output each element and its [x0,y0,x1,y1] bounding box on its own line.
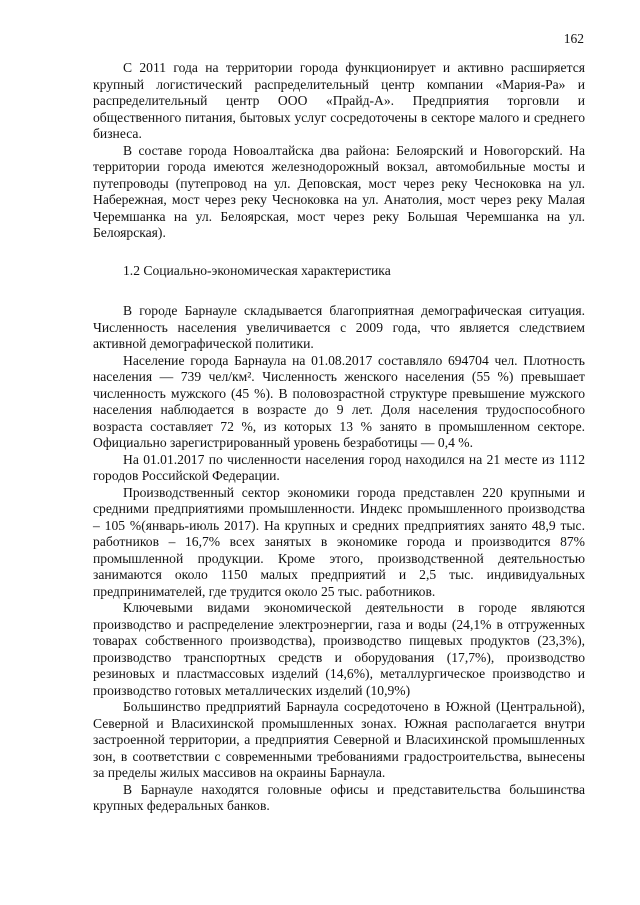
paragraph: Население города Барнаула на 01.08.2017 составляло 694704 чел. Плотность населения — 739 чел/км². Численность женского населения (55 %) превышает численность мужского (45 %). В половозрастной структуре превышение мужского населения наблюдается в возрасте до 9 лет. Доля населения трудоспособного возраста составляет 72 %, из которых 13 % занято в промышленном секторе. Официально зарегистрированный уровень безработицы — 0,4 %. [93,352,585,450]
section-heading: 1.2 Социально-экономическая характеристика [123,262,391,278]
paragraph: В городе Барнауле складывается благоприятная демографическая ситуация. Численность населения увеличивается с 2009 года, что является следствием активной демографической политики. [93,303,585,351]
paragraph: Большинство предприятий Барнаула сосредоточено в Южной (Центральной), Северной и Власихинской промышленных зонах. Южная располагается внутри застроенной территории, а предприятия Северной и Власихинской промышленных зон, в соответствии с современными требованиями градостроительства, вынесены за пределы жилых массивов на окраины Барнаула. [93,699,585,780]
paragraph: В Барнауле находятся головные офисы и представительства большинства крупных федеральных банков. [93,781,585,813]
paragraph: На 01.01.2017 по численности населения город находился на 21 месте из 1112 городов Российской Федерации. [93,451,585,483]
paragraph: Производственный сектор экономики города представлен 220 крупными и средними предприятиями промышленности. Индекс промышленного производства – 105 %(январь-июль 2017). На крупных и средних предприятиях занято 48,9 тыс. работников – 16,7% всех занятых в экономике города и производится 87% промышленной продукции. Кроме этого, производственной деятельностью занимаются около 1150 малых предприятий и 2,5 тыс. индивидуальных предпринимателей, где трудится около 25 тыс. работников. [93,484,585,599]
page-number: 162 [563,31,584,46]
paragraph: Ключевыми видами экономической деятельности в городе являются производство и распределение электроэнергии, газа и воды (24,1% в отгруженных товарах собственного производства), производство пищевых продуктов (23,3%), производство транспортных средств и оборудования (17,7%), производство резиновых и пластмассовых изделий (14,6%), металлургическое производство и производство готовых металлических изделий (10,9%) [93,600,585,698]
paragraph: В составе города Новоалтайска два района: Белоярский и Новогорский. На территории города имеются железнодорожный вокзал, автомобильные мосты и путепроводы (путепровод на ул. Деповская, мост через реку Чесноковка на ул. Набережная, мост через реку Чесноковка на ул. Анатолия, мост через реку Малая Черемшанка на ул. Белоярская, мост через реку Большая Черемшанка на ул. Белоярская). [93,142,585,240]
page-body [93,60,585,815]
paragraph: С 2011 года на территории города функционирует и активно расширяется крупный логистический распределительный центр компании «Мария-Ра» и распределительный центр ООО «Прайд-А». Предприятия торговли и общественного питания, бытовых услуг сосредоточены в секторе малого и среднего бизнеса. [93,60,585,141]
